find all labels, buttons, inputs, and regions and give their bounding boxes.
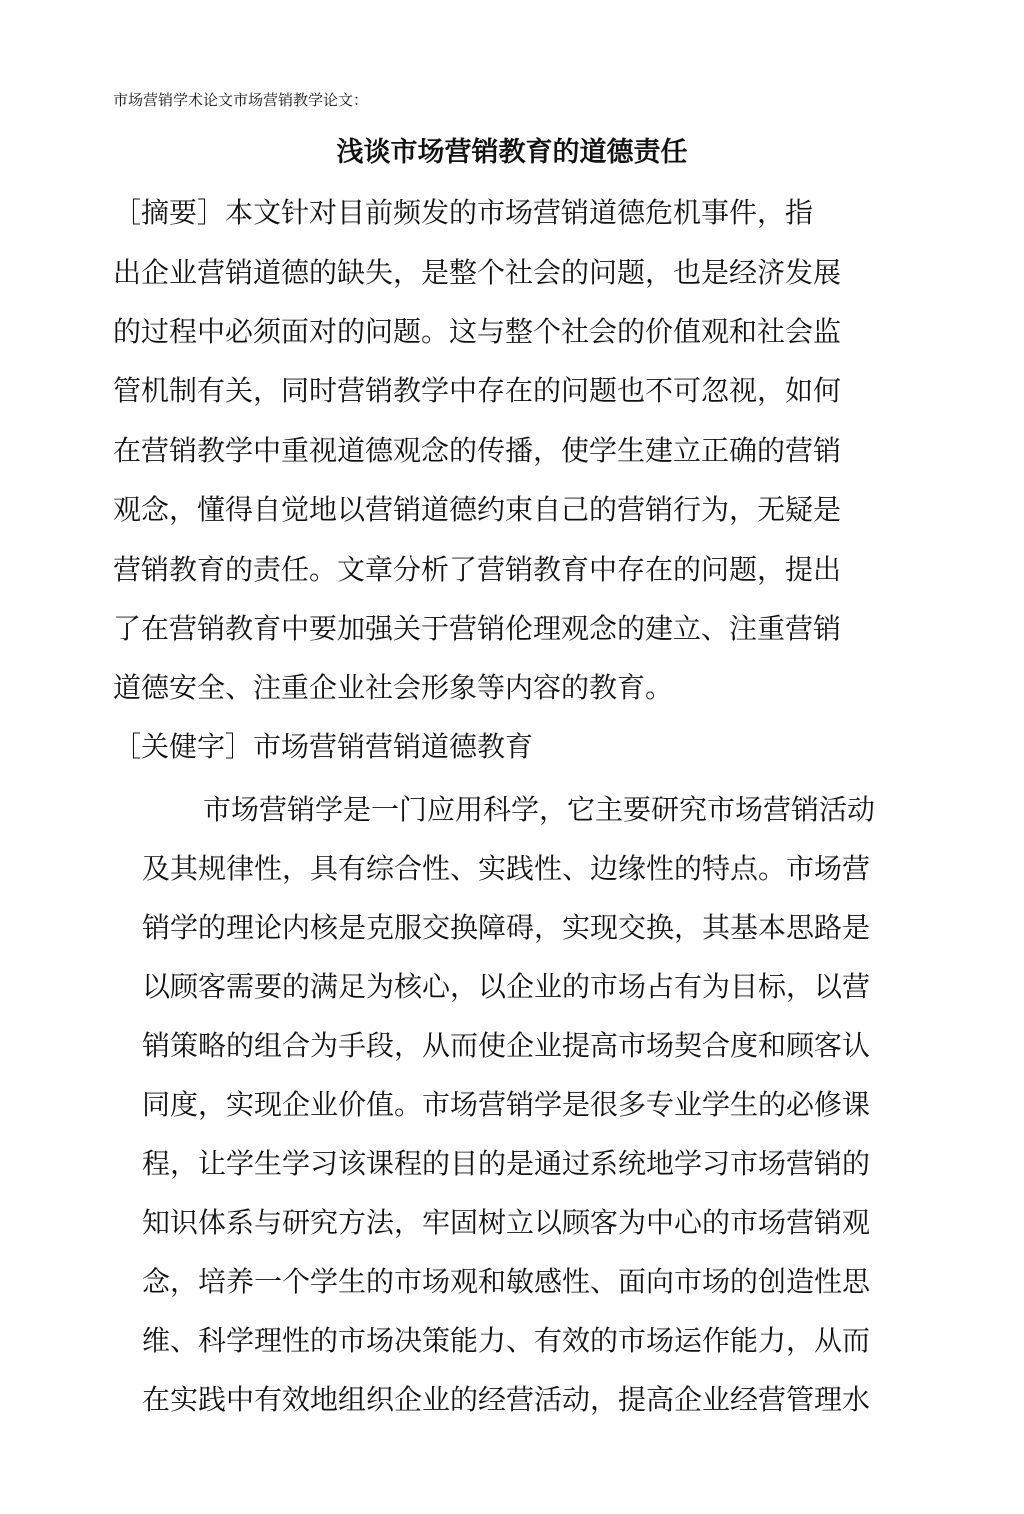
body-line: 同度，实现企业价值。市场营销学是很多专业学生的必修课 xyxy=(142,1088,871,1121)
abstract-line: 营销教育的责任。文章分析了营销教育中存在的问题，提出 xyxy=(113,553,842,586)
abstract-line: 道德安全、注重企业社会形象等内容的教育。 xyxy=(113,671,674,704)
body-line: 念，培养一个学生的市场观和敏感性、面向市场的创造性思 xyxy=(142,1265,871,1298)
abstract-line: 管机制有关，同时营销教学中存在的问题也不可忽视，如何 xyxy=(113,374,842,407)
body-line: 以顾客需要的满足为核心，以企业的市场占有为目标，以营 xyxy=(142,970,871,1003)
body-line: 程，让学生学习该课程的目的是通过系统地学习市场营销的 xyxy=(142,1147,871,1180)
body-line: 销策略的组合为手段，从而使企业提高市场契合度和顾客认 xyxy=(142,1029,871,1062)
body-line: 市场营销学是一门应用科学，它主要研究市场营销活动 xyxy=(203,793,876,826)
body-line: 在实践中有效地组织企业的经营活动，提高企业经营管理水 xyxy=(142,1383,871,1416)
body-line: 销学的理论内核是克服交换障碍，实现交换，其基本思路是 xyxy=(142,911,871,944)
body-line: 及其规律性，具有综合性、实践性、边缘性的特点。市场营 xyxy=(142,852,871,885)
document-header: 市场营销学术论文市场营销教学论文： xyxy=(113,91,369,109)
abstract-line: 观念，懂得自觉地以营销道德约束自己的营销行为，无疑是 xyxy=(113,493,842,526)
body-line: 知识体系与研究方法，牢固树立以顾客为中心的市场营销观 xyxy=(142,1206,871,1239)
abstract-line: 在营销教学中重视道德观念的传播，使学生建立正确的营销 xyxy=(113,434,842,467)
abstract-line: ［摘要］本文针对目前频发的市场营销道德危机事件，指 xyxy=(113,196,814,229)
document-title: 浅谈市场营销教育的道德责任 xyxy=(336,137,688,168)
abstract-line: 的过程中必须面对的问题。这与整个社会的价值观和社会监 xyxy=(113,315,842,348)
abstract-line: 了在营销教育中要加强关于营销伦理观念的建立、注重营销 xyxy=(113,612,842,645)
keywords-line: ［关健字］市场营销营销道德教育 xyxy=(113,730,534,763)
abstract-line: 出企业营销道德的缺失，是整个社会的问题，也是经济发展 xyxy=(113,256,842,289)
body-line: 维、科学理性的市场决策能力、有效的市场运作能力，从而 xyxy=(142,1324,871,1357)
